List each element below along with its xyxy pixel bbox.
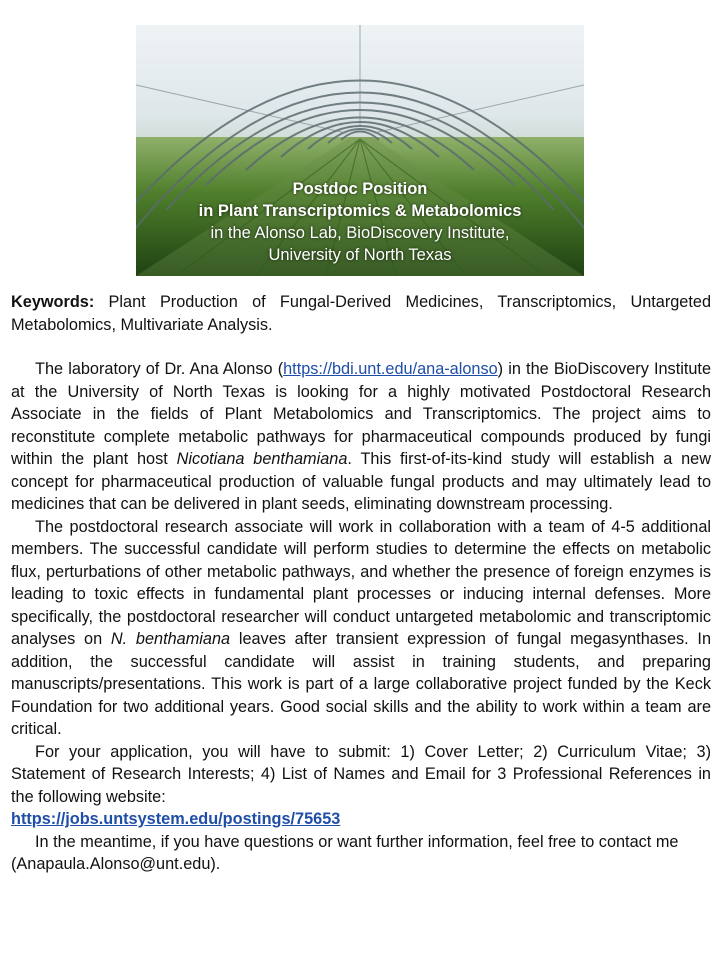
application-text: For your application, you will have to submit: 1) Cover Letter; 2) Curriculum Vitae; 3) Statement of Research Interests; 4) List of Names and Email for 3 Professional References in the following website: [11, 742, 711, 806]
application-link-line [11, 808, 711, 831]
banner-line-3: in the Alonso Lab, BioDiscovery Institute, [210, 224, 510, 242]
duties-text-2: leaves after transient expression of fungal megasynthases. In addition, the successful candidate will assist in training students, and preparing manuscripts/presentations. This work is part of a large collaborative project funded by the Keck Foundation for two additional years. Good social skills and the ability to work within a team are critical. [11, 630, 712, 738]
species-abbrev: N. benthamiana [110, 630, 231, 648]
contact-paragraph [11, 831, 711, 876]
duties-paragraph [11, 516, 711, 741]
banner-line-1: Postdoc Position [292, 180, 428, 198]
intro-paragraph [11, 358, 711, 516]
species-name: Nicotiana benthamiana [176, 450, 348, 468]
keywords-paragraph [11, 291, 711, 336]
greenhouse-banner [136, 25, 584, 276]
intro-text-2: ) in the BioDiscovery Institute at the University of North Texas is looking for a highly motivated Postdoctoral Research Associate in the fields of Plant Metabolomics and Transcriptomics. The project aims to reconstitute complete metabolic pathways for pharmaceutical compounds produced by fungi within the plant host [11, 360, 711, 468]
job-description [11, 291, 711, 876]
keywords-text: Plant Production of Fungal-Derived Medicines, Transcriptomics, Untargeted Metabolomics, Multivariate Analysis. [11, 293, 711, 334]
banner-line-2: in Plant Transcriptomics & Metabolomics [198, 202, 522, 220]
job-posting-link[interactable]: https://jobs.untsystem.edu/postings/75653 [11, 810, 341, 828]
application-paragraph [11, 741, 711, 809]
lab-website-link[interactable]: https://bdi.unt.edu/ana-alonso [283, 360, 498, 378]
keywords-label: Keywords: [11, 293, 95, 311]
banner-title [136, 178, 584, 266]
intro-text-3: . This first-of-its-kind study will establish a new concept for pharmaceutical production of valuable fungal products and may ultimately lead to medicines that can be delivered in plant seeds, eliminating downstream processing. [11, 450, 711, 513]
contact-text: In the meantime, if you have questions or want further information, feel free to contact me (Anapaula.Alonso@unt.edu). [11, 832, 679, 873]
duties-text-1: The postdoctoral research associate will work in collaboration with a team of 4-5 additional members. The successful candidate will perform studies to determine the effects on metabolic flux, perturbations of other metabolic pathways, and whether the presence of foreign enzymes is leading to toxic effects in fundamental plant processes or inducing internal defenses. More specifically, the postdoctoral researcher will conduct untargeted metabolomic and transcriptomic analyses on [11, 517, 711, 648]
intro-text-1: The laboratory of Dr. Ana Alonso ( [35, 360, 284, 378]
banner-line-4: University of North Texas [268, 246, 452, 264]
